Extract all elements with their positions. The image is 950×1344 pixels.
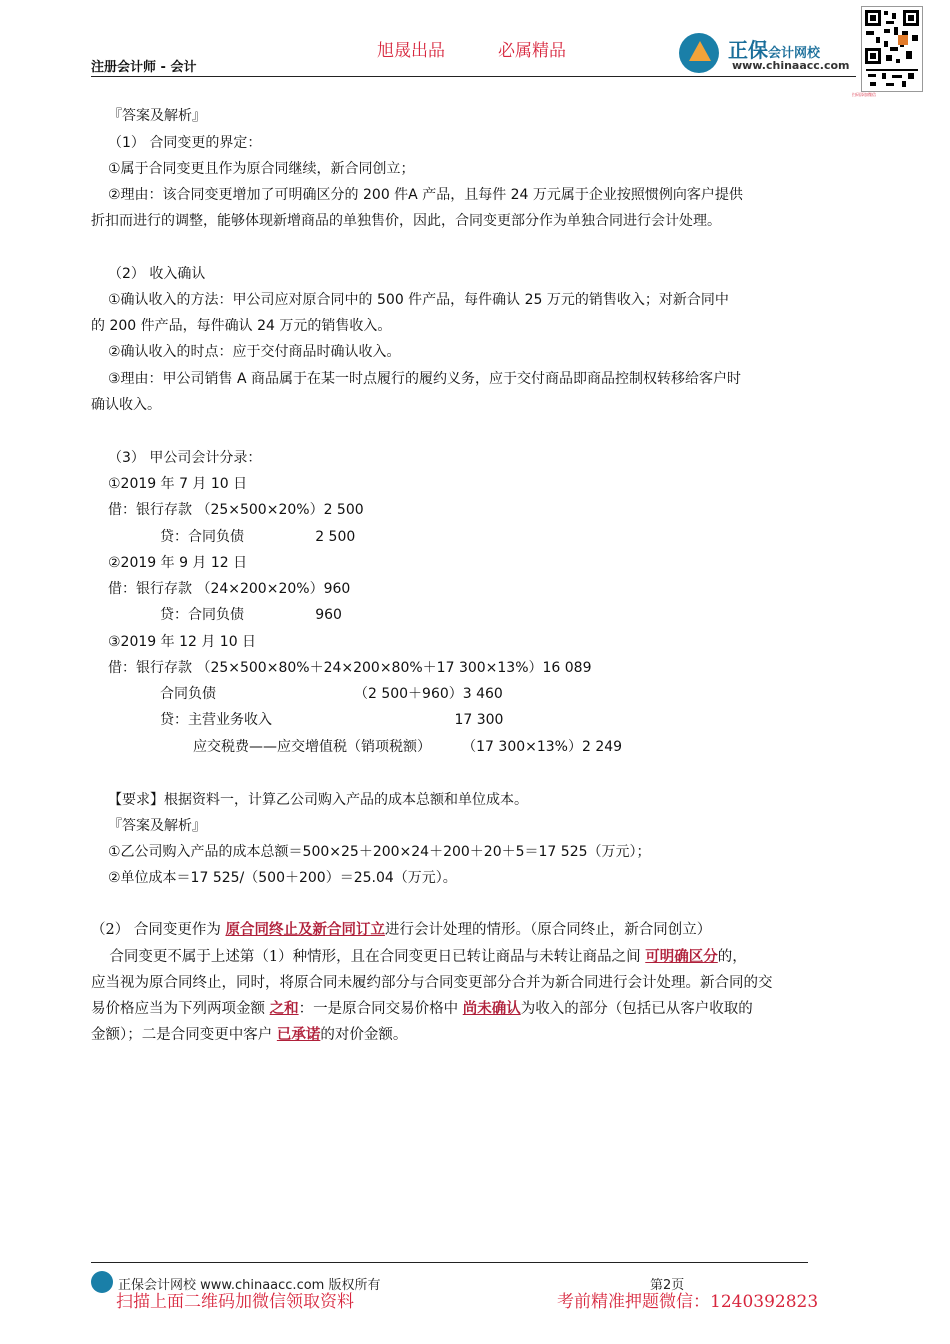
entry-date: ②2019 年 9 月 12 日	[108, 555, 248, 571]
body-line: ①属于合同变更且作为原合同继续，新合同创立；	[108, 161, 415, 177]
body-line: ②单位成本＝17 525/（500＋200）＝25.04（万元）。	[108, 870, 457, 886]
logo-url: www.chinaacc.com	[732, 59, 850, 72]
footer-promo-left: 扫描上面二维码加微信领取资料	[116, 1292, 354, 1312]
lecture-line: 合同变更不属于上述第（1）种情形，且在合同变更日已转让商品与未转让商品之间 可明确区分的，	[91, 948, 747, 965]
answer-heading: 『答案及解析』	[108, 108, 206, 124]
highlight-term: 已承诺	[276, 1026, 321, 1043]
qr-caption: 扫码添加微信	[852, 92, 876, 97]
entry-credit: 贷：主营业务收入 17 300	[160, 712, 504, 728]
body-line: ②理由：该合同变更增加了可明确区分的 200 件A 产品，且每件 24 万元属于企业按照惯例向客户提供	[108, 187, 743, 203]
footer-promo-right: 考前精准押题微信：1240392823	[557, 1292, 819, 1312]
logo-title: 正保会计网校	[728, 38, 821, 62]
body-line: 折扣而进行的调整，能够体现新增商品的单独售价，因此，合同变更部分作为单独合同进行会计处理。	[91, 213, 721, 229]
lecture-line: 应当视为原合同终止，同时，将原合同未履约部分与合同变更部分合并为新合同进行会计处理。新合同的交	[91, 975, 773, 991]
entry-date: ③2019 年 12 月 10 日	[108, 634, 257, 650]
body-line: ②确认收入的时点：应于交付商品时确认收入。	[108, 344, 401, 360]
lecture-line: 易价格应当为下列两项金额 之和：一是原合同交易价格中 尚未确认为收入的部分（包括已从客户收取的	[91, 1000, 753, 1017]
lecture-line: （2） 合同变更作为 原合同终止及新合同订立进行会计处理的情形。（原合同终止，新合同创立）	[91, 921, 712, 938]
body-line: 的 200 件产品，每件确认 24 万元的销售收入。	[91, 318, 392, 334]
header-slogan-1: 旭晟出品	[377, 41, 445, 61]
body-line: ①乙公司购入产品的成本总额＝500×25＋200×24＋200＋20＋5＝17 525（万元）；	[108, 844, 651, 860]
entry-credit: 贷：合同负债 2 500	[160, 529, 356, 545]
header-slogan-2: 必属精品	[498, 41, 566, 61]
body-line: ①确认收入的方法：甲公司应对原合同中的 500 件产品，每件确认 25 万元的销售收入；对新合同中	[108, 292, 729, 308]
body-line: 确认收入。	[91, 397, 161, 413]
highlight-term: 原合同终止及新合同订立	[225, 921, 385, 938]
section-3-title: （3） 甲公司会计分录：	[108, 450, 262, 466]
body-line: ③理由：甲公司销售 A 商品属于在某一时点履行的履约义务，应于交付商品即商品控制权转移给客户时	[108, 371, 742, 387]
qr-code-icon	[861, 6, 923, 92]
footer-copyright: 正保会计网校 www.chinaacc.com 版权所有	[118, 1278, 381, 1293]
highlight-term: 尚未确认	[462, 1000, 521, 1017]
entry-debit: 合同负债 （2 500＋960）3 460	[160, 686, 503, 702]
requirement: 【要求】根据资料一，计算乙公司购入产品的成本总额和单位成本。	[108, 792, 528, 808]
entry-debit: 借：银行存款 （25×500×20%）2 500	[108, 502, 364, 518]
entry-credit: 应交税费——应交增值税（销项税额） （17 300×13%）2 249	[193, 739, 623, 755]
entry-debit: 借：银行存款 （25×500×80%＋24×200×80%＋17 300×13%）16 089	[108, 660, 592, 676]
entry-debit: 借：银行存款 （24×200×20%）960	[108, 581, 351, 597]
header-divider	[91, 76, 856, 77]
entry-credit: 贷：合同负债 960	[160, 607, 342, 623]
section-1-title: （1） 合同变更的界定：	[108, 135, 262, 151]
highlight-term: 可明确区分	[645, 948, 718, 965]
footer-logo-icon	[91, 1271, 113, 1293]
entry-date: ①2019 年 7 月 10 日	[108, 476, 248, 492]
lecture-line: 金额）；二是合同变更中客户 已承诺的对价金额。	[91, 1026, 408, 1043]
page-number: 第2页	[650, 1278, 685, 1293]
highlight-term: 之和	[269, 1000, 299, 1017]
section-2-title: （2） 收入确认	[108, 266, 206, 282]
header-subject: 注册会计师 - 会计	[91, 60, 197, 75]
footer-divider	[91, 1262, 808, 1263]
answer-heading: 『答案及解析』	[108, 818, 206, 834]
chinaacc-logo-icon	[679, 33, 719, 73]
